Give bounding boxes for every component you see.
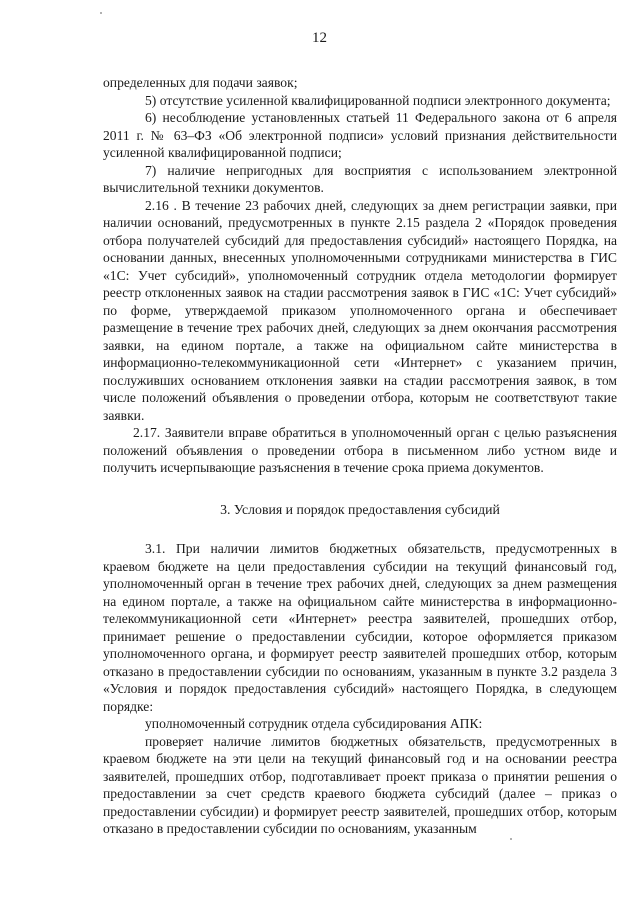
paragraph-item-5: 5) отсутствие усиленной квалифицированной подписи электронного документа; — [145, 92, 611, 108]
page-number: 12 — [312, 30, 327, 46]
paragraph-responsible-officer: уполномоченный сотрудник отдела субсидирования АПК: — [145, 716, 483, 731]
paragraph-continuation: определенных для подачи заявок; — [103, 75, 298, 90]
paragraph-2-17: 2.17. Заявители вправе обратиться в уполномоченный орган с целью разъяснения положений объявления о проведении отбора в письменном либо устном виде и получить исчерпывающие разъяснения в течение срока приема документов. — [103, 425, 617, 475]
scan-speck — [510, 838, 512, 840]
section-heading: 3. Условия и порядок предоставления субсидий — [220, 501, 500, 517]
document-body — [103, 74, 617, 838]
paragraph-2-16: 2.16 . В течение 23 рабочих дней, следующих за днем регистрации заявки, при наличии оснований, предусмотренных в пункте 2.15 раздела 2 «Порядок проведения отбора получателей субсидий для предоставления субсидий» настоящего Порядка, на основании данных, внесенных уполномоченными сотрудниками министерства в ГИС «1С: Учет субсидий», уполномоченный сотрудник отдела методологии формирует реестр отклоненных заявок на стадии рассмотрения заявок в ГИС «1С: Учет субсидий» по форме, утверждаемой приказом уполномоченного органа и обеспечивает размещение в течение трех рабочих дней, следующих за днем окончания рассмотрения заявки, на едином портале, а также на официальном сайте министерства в информационно-телекоммуникационной сети «Интернет» с указанием причин, послуживших основанием отклонения заявки на стадии рассмотрения заявок, в том числе положений объявления о проведении отбора, которым не соответствуют такие заявки. — [103, 197, 617, 423]
paragraph-3-1: 3.1. При наличии лимитов бюджетных обязательств, предусмотренных в краевом бюджете на цели предоставления субсидии на текущий финансовый год, уполномоченный орган в течение трех рабочих дней, следующих за днем размещения на едином портале, а также на официальном сайте министерства в информационно-телекоммуникационной сети «Интернет» реестра заявителей, прошедших отбор, принимает решение о предоставлении субсидии, которое оформляется приказом уполномоченного органа, и формирует реестр заявителей прошедших отбор, которым отказано в предоставлении субсидии по основаниям, указанным в пункте 3.2 раздела 3 «Условия и порядок предоставления субсидий» настоящего Порядка, в следующем порядке: — [103, 541, 617, 714]
paragraph-item-6: 6) несоблюдение установленных статьей 11 Федерального закона от 6 апреля 2011 г. № 63–ФЗ «Об электронной подписи» условий признания действительности усиленной квалифицированной подписи; — [103, 110, 617, 160]
scan-speck — [100, 12, 102, 14]
paragraph-checks-limits: проверяет наличие лимитов бюджетных обязательств, предусмотренных в краевом бюджете на эти цели на текущий финансовый год и на основании реестра заявителей, прошедших отбор, подготавливает проект приказа о принятии решения о предоставлении за счет средств краевого бюджета субсидий (далее – приказ о предоставлении субсидии) и формирует реестр заявителей, прошедших отбор, которым отказано в предоставлении субсидии по основаниям, указанным — [103, 733, 617, 836]
paragraph-item-7: 7) наличие непригодных для восприятия с использованием электронной вычислительной техники документов. — [103, 162, 617, 195]
